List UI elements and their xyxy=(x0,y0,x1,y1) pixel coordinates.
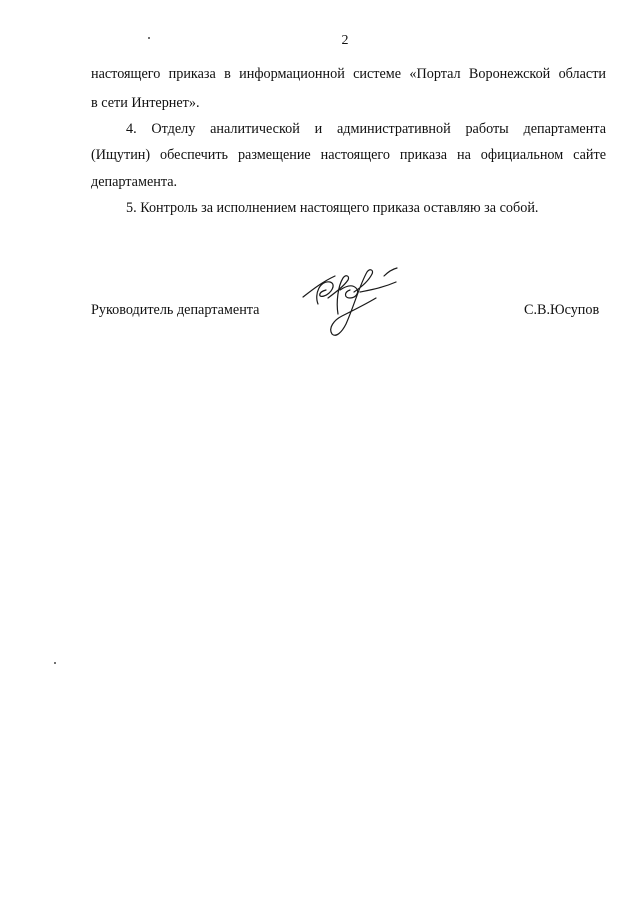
handwritten-signature xyxy=(300,262,400,342)
page-number: 2 xyxy=(341,33,349,48)
scan-speck xyxy=(54,662,56,664)
paragraph-2-line-1: 4. Отделу аналитической и административной работы департамента xyxy=(126,121,606,137)
signer-name: С.В.Юсупов xyxy=(524,302,600,318)
paragraph-3-line-1: 5. Контроль за исполнением настоящего приказа оставляю за собой. xyxy=(126,200,539,216)
scan-speck xyxy=(148,37,150,39)
paragraph-2-line-2: (Ищутин) обеспечить размещение настоящего приказа на официальном сайте xyxy=(91,147,606,163)
paragraph-1-line-2: в сети Интернет». xyxy=(91,95,200,111)
paragraph-2-line-3: департамента. xyxy=(91,174,178,190)
position-title: Руководитель департамента xyxy=(91,302,260,318)
paragraph-1-line-1: настоящего приказа в информационной системе «Портал Воронежской области xyxy=(91,66,606,82)
